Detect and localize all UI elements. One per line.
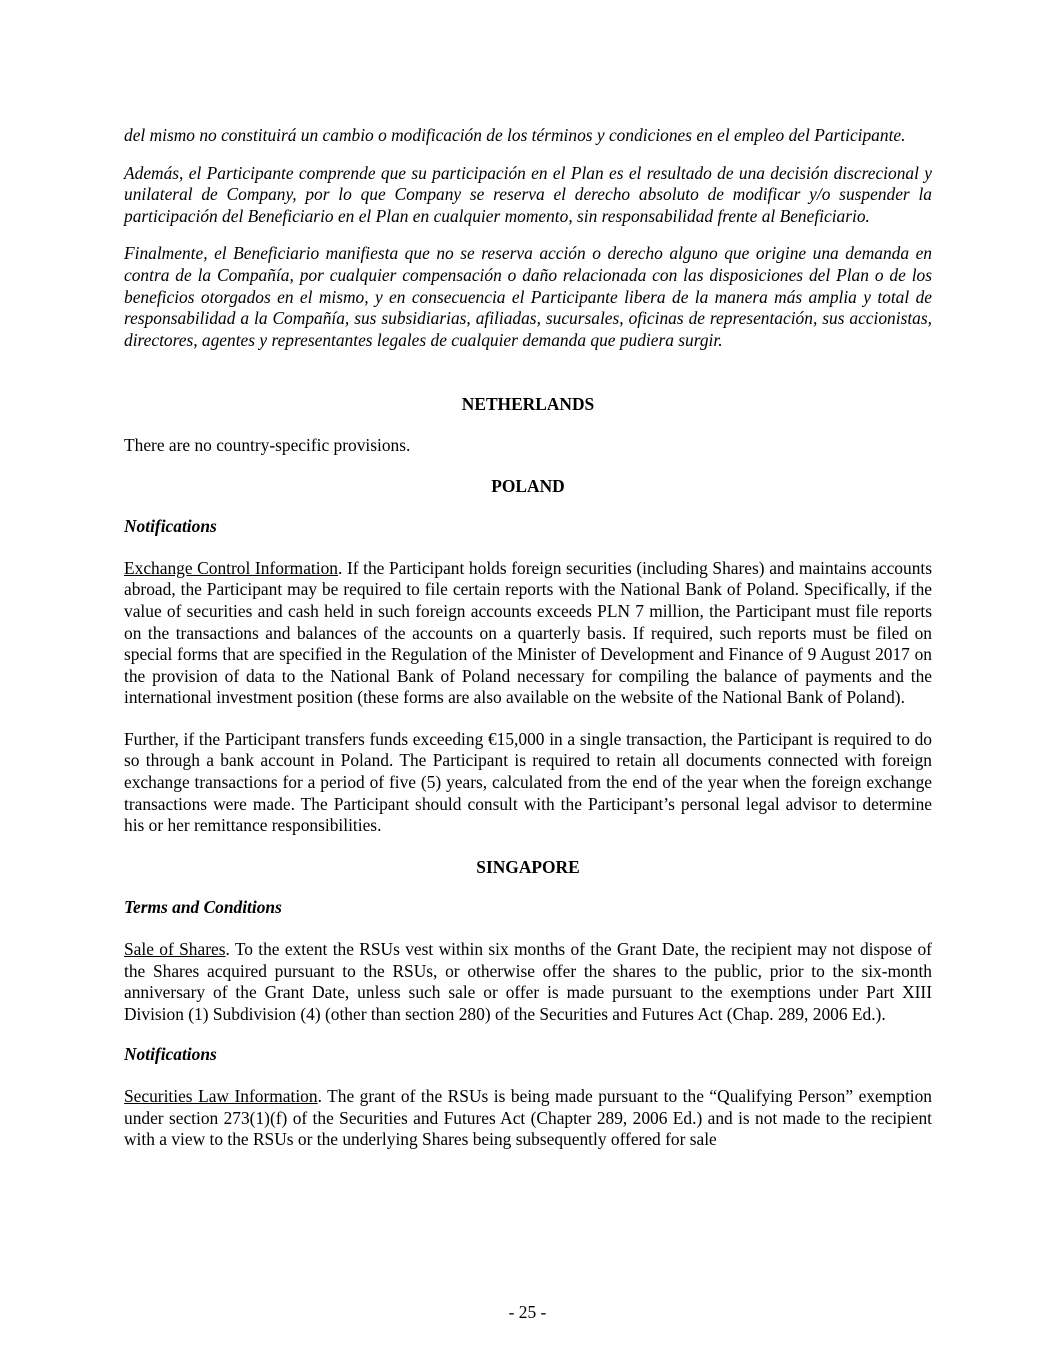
singapore-securities-paragraph (124, 1086, 932, 1151)
spanish-paragraph-2: Además, el Participante comprende que su participación en el Plan es el resultado de una decisión discrecional y unilateral de Company, por lo que Company se reserva el derecho absoluto de modificar y/o suspender la participación del Beneficiario en el Plan en cualquier momento, sin responsabilidad frente al Beneficiario. (124, 162, 932, 226)
document-body (124, 125, 932, 1151)
page-number: - 25 - (508, 1302, 547, 1322)
sale-of-shares-title: Sale of Shares (124, 939, 226, 960)
securities-law-title: Securities Law Information (124, 1086, 318, 1106)
spanish-paragraph-1: del mismo no constituirá un cambio o modificación de los términos y condiciones en el empleo del Participante. (124, 125, 906, 145)
poland-notifications-label: Notifications (124, 516, 217, 537)
sale-of-shares-text: . To the extent the RSUs vest within six months of the Grant Date, the recipient may not dispose of the Shares acquired pursuant to the RSUs, or otherwise offer the shares to the public, prior to the six-month anniversary of the Grant Date, unless such sale or offer is made pursuant to the exemptions under Part XIII Division (1) Subdivision (4) (other than section 280) of the Securities and Futures Act (Chap. 289, 2006 Ed.). (124, 939, 932, 1024)
singapore-heading: SINGAPORE (476, 856, 580, 877)
spanish-paragraph-3: Finalmente, el Beneficiario manifiesta que no se reserva acción o derecho alguno que origine una demanda en contra de la Compañía, por cualquier compensación o daño relacionada con las disposiciones del Plan o de los beneficios otorgados en el mismo, y en consecuencia el Participante libera de la manera más amplia y total de responsabilidad a la Compañía, sus subsidiarias, afiliadas, sucursales, oficinas de representación, sus accionistas, directores, agentes y representantes legales de cualquier demanda que pudiera surgir. (124, 243, 932, 350)
singapore-terms-label: Terms and Conditions (124, 897, 282, 918)
singapore-notifications-label: Notifications (124, 1044, 217, 1065)
singapore-sale-paragraph (124, 939, 932, 1025)
netherlands-heading: NETHERLANDS (461, 394, 595, 415)
exchange-control-title: Exchange Control Information (124, 557, 338, 578)
poland-further-paragraph: Further, if the Participant transfers funds exceeding €15,000 in a single transaction, the Participant is required to do so through a bank account in Poland. The Participant is required to retain all documents connected with foreign exchange transactions for a period of five (5) years, calculated from the end of the year when the foreign exchange transactions were made. The Participant should consult with the Participant’s personal legal advisor to determine his or her remittance responsibilities. (124, 728, 932, 836)
netherlands-text: There are no country-specific provisions. (124, 434, 411, 455)
poland-heading: POLAND (491, 475, 565, 496)
exchange-control-text: . If the Participant holds foreign securities (including Shares) and maintains accounts abroad, the Participant may be required to file certain reports with the National Bank of Poland. Specifically, if the value of securities and cash held in such foreign accounts exceeds PLN 7 million, the Participant must file reports on the transactions and balances of the accounts on a quarterly basis. If required, such reports must be filed on special forms that are specified in the Regulation of the Minister of Development and Finance of 9 August 2017 on the provision of data to the National Bank of Poland necessary for compiling the balance of payments and the international investment position (these forms are also available on the website of the National Bank of Poland). (124, 557, 932, 708)
securities-law-text: . The grant of the RSUs is being made pursuant to the “Qualifying Person” exemption under section 273(1)(f) of the Securities and Futures Act (Chapter 289, 2006 Ed.) and is not made to the recipient with a view to the RSUs or the underlying Shares being subsequently offered for sale (124, 1086, 932, 1150)
poland-exchange-paragraph (124, 558, 932, 709)
